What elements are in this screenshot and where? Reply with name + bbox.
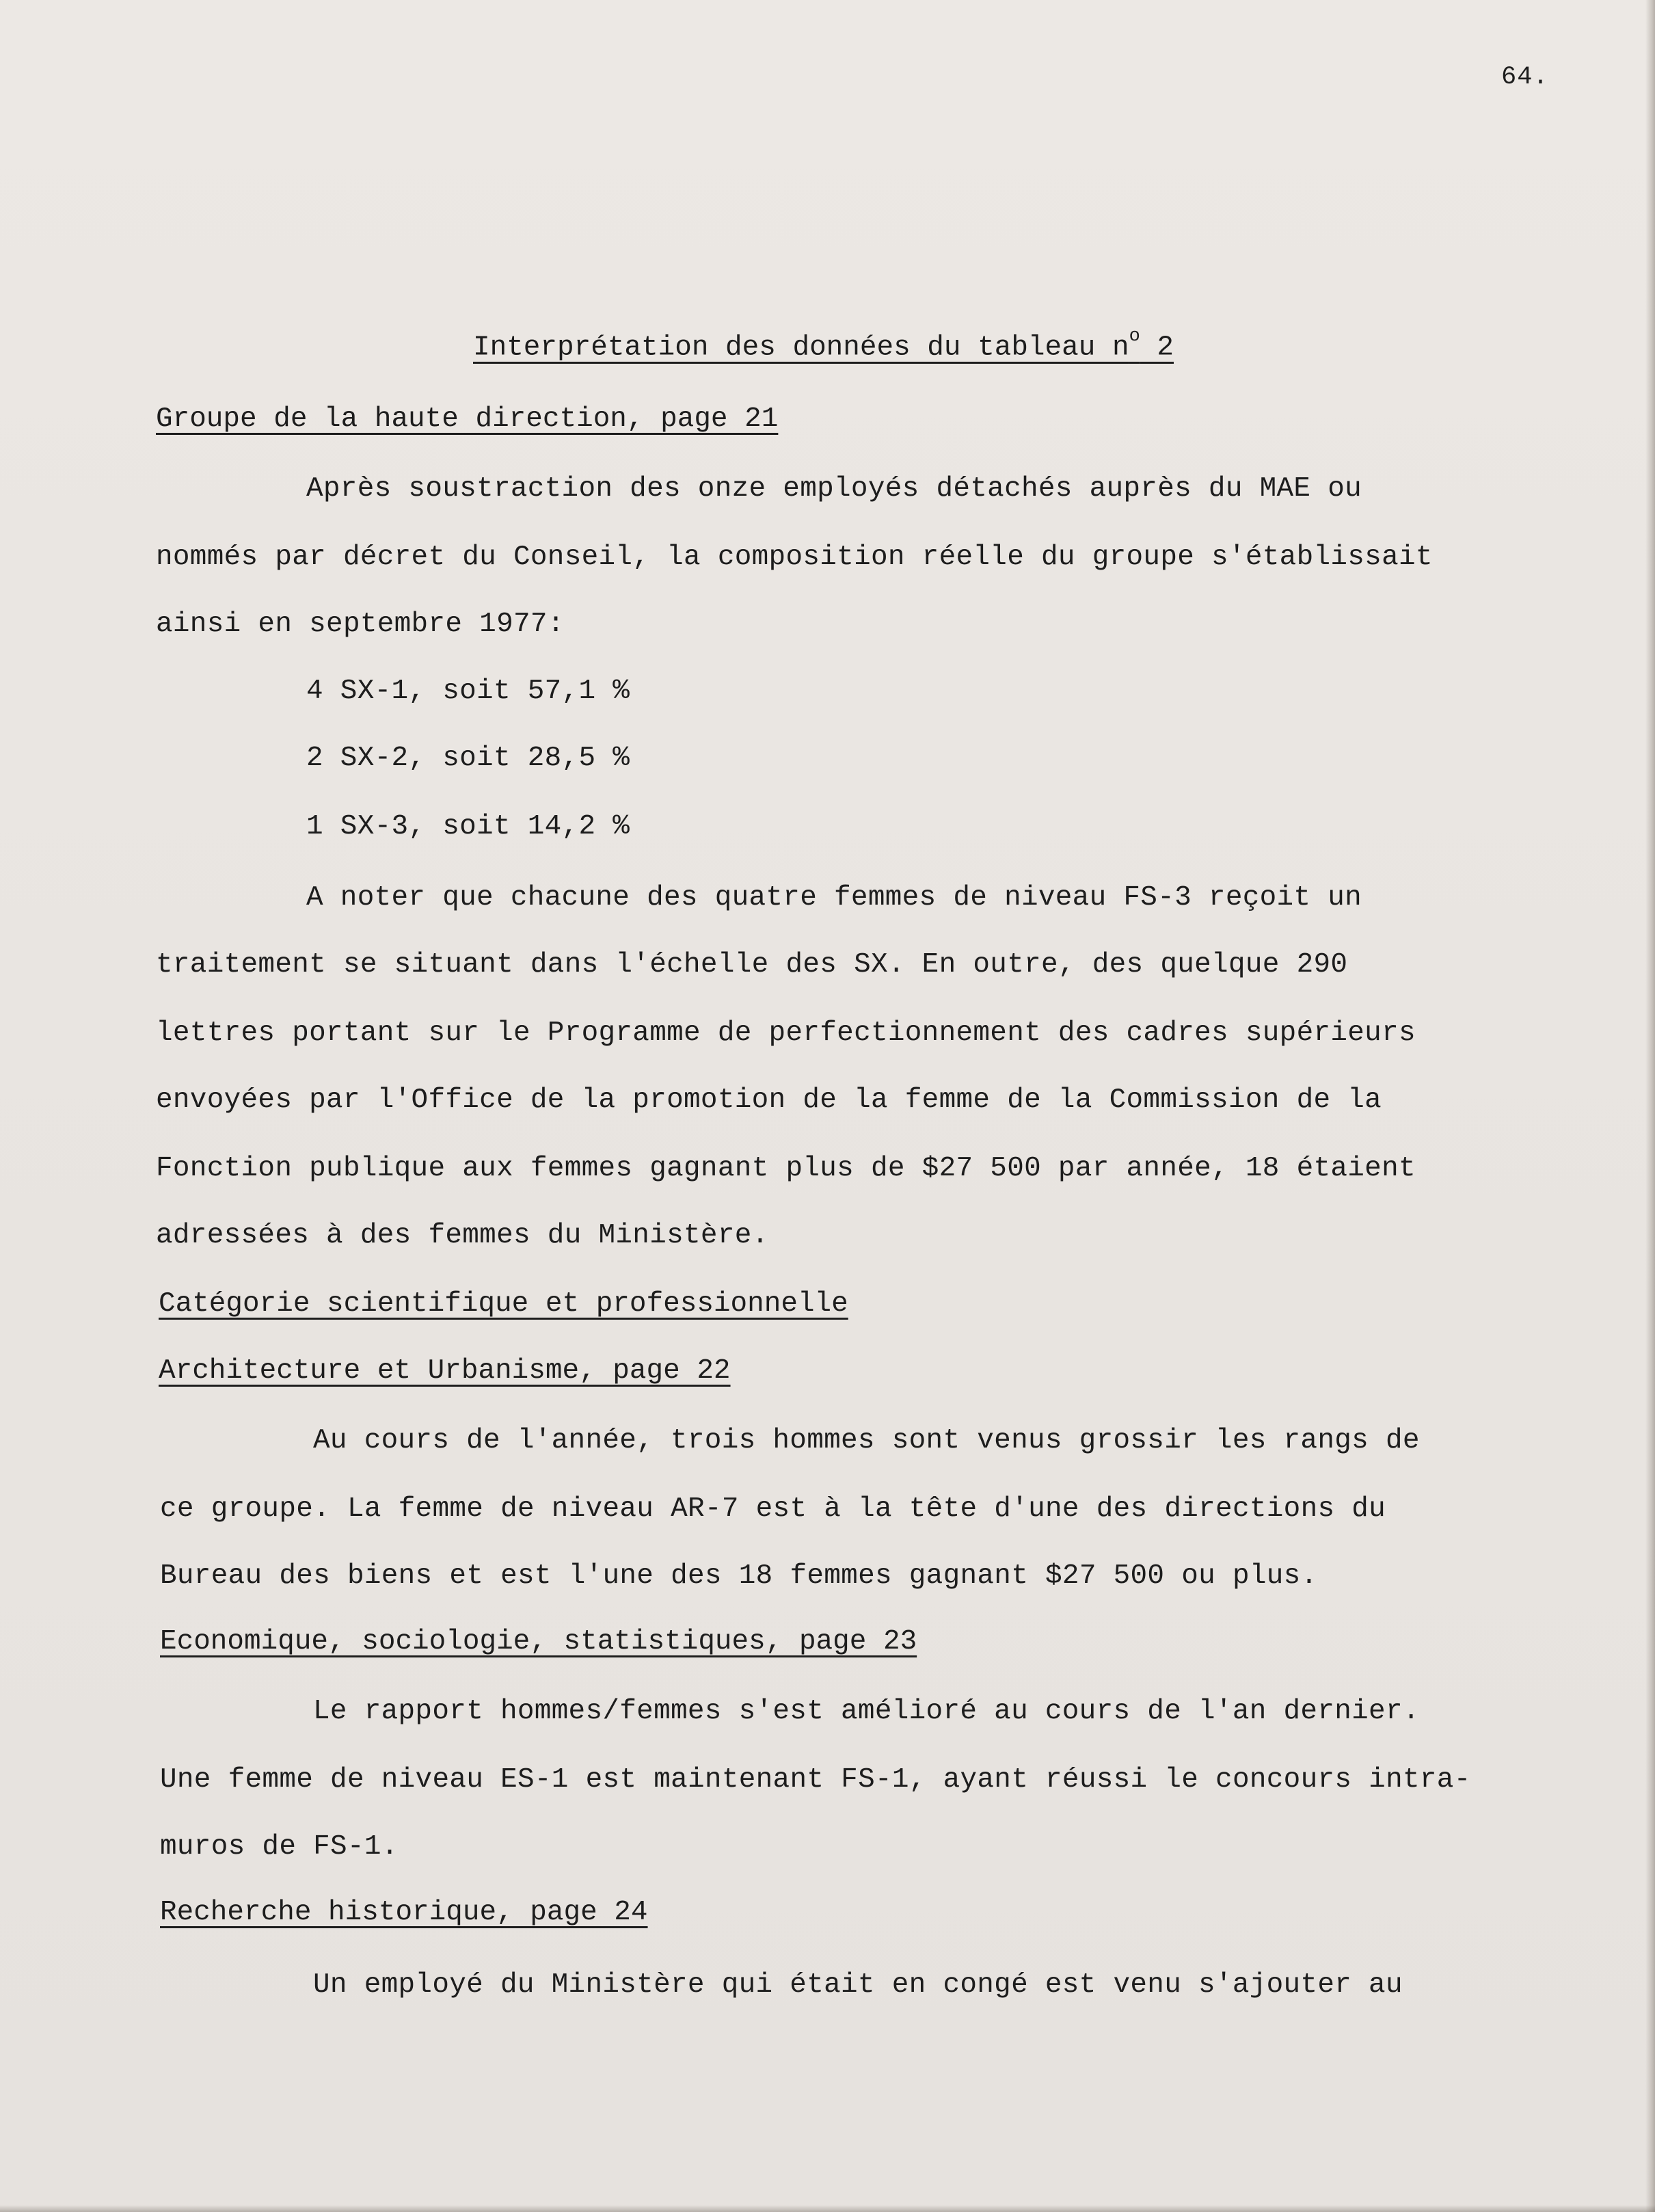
paragraph-line: Le rapport hommes/femmes s'est amélioré au cours de l'an dernier. [313,1696,1420,1727]
paragraph-line: Un employé du Ministère qui était en congé est venu s'ajouter au [313,1969,1403,2001]
paragraph-line: nommés par décret du Conseil, la composition réelle du groupe s'établissait [156,542,1433,573]
paragraph-line: envoyées par l'Office de la promotion de la femme de la Commission de la [156,1084,1382,1116]
paragraph-line: Bureau des biens et est l'une des 18 femmes gagnant $27 500 ou plus. [160,1560,1318,1592]
list-item: 2 SX-2, soit 28,5 % [306,743,630,774]
paper-bottom-shadow [0,2205,1655,2212]
paragraph-line: Au cours de l'année, trois hommes sont venus grossir les rangs de [313,1425,1420,1456]
list-item: 4 SX-1, soit 57,1 % [306,676,630,707]
paragraph-line: Après soustraction des onze employés détachés auprès du MAE ou [306,473,1362,505]
paragraph-line: Fonction publique aux femmes gagnant plus de $27 500 par année, 18 étaient [156,1153,1416,1184]
paper-edge-shadow [1645,0,1655,2212]
section-heading-categorie: Catégorie scientifique et professionnelle [159,1288,848,1320]
paragraph-line: ce groupe. La femme de niveau AR-7 est à la tête d'une des directions du [160,1493,1386,1525]
paragraph-line: adressées à des femmes du Ministère. [156,1220,769,1251]
paragraph-line: lettres portant sur le Programme de perfectionnement des cadres supérieurs [156,1017,1416,1049]
title-text: Interprétation des données du tableau n [473,332,1129,364]
page-number: 64. [1501,63,1549,92]
paragraph-line: traitement se situant dans l'échelle des SX. En outre, des quelque 290 [156,949,1348,981]
list-item: 1 SX-3, soit 14,2 % [306,811,630,842]
section-heading-recherche: Recherche historique, page 24 [160,1897,648,1928]
section-heading-haute-direction: Groupe de la haute direction, page 21 [156,403,779,435]
paragraph-line: A noter que chacune des quatre femmes de niveau FS-3 reçoit un [306,882,1362,914]
paragraph-line: muros de FS-1. [160,1831,399,1863]
title-superscript: o [1129,326,1140,347]
paragraph-line: ainsi en septembre 1977: [156,609,565,640]
page-title [473,326,1174,364]
section-heading-economique: Economique, sociologie, statistiques, page 23 [160,1626,917,1657]
section-heading-architecture: Architecture et Urbanisme, page 22 [159,1355,731,1387]
title-suffix: 2 [1140,332,1174,364]
paragraph-line: Une femme de niveau ES-1 est maintenant FS-1, ayant réussi le concours intra- [160,1764,1471,1796]
